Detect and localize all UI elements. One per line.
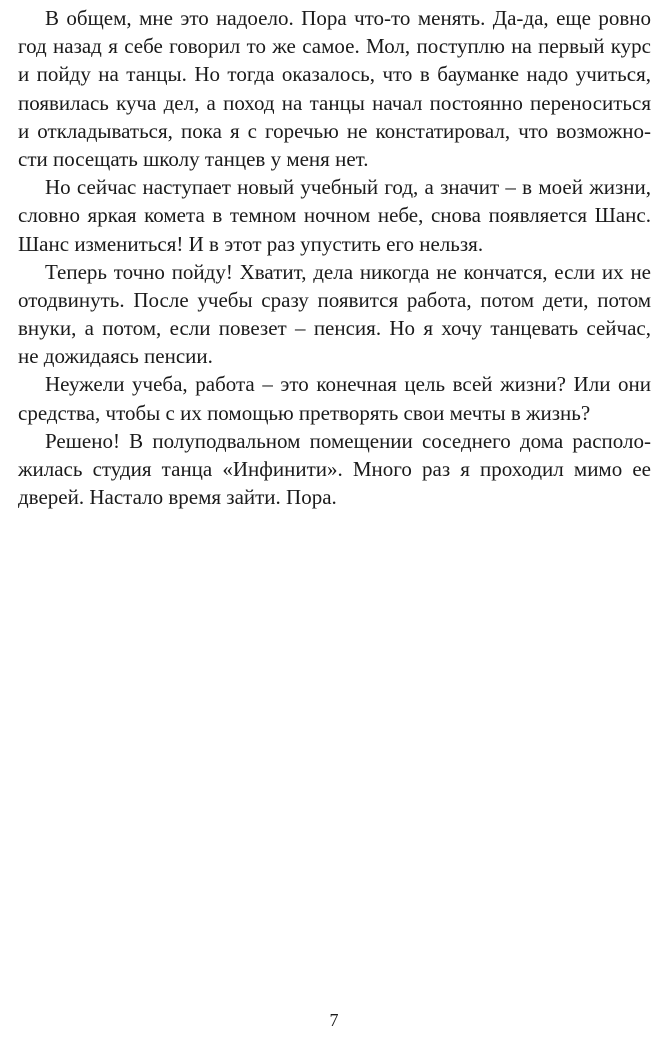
text-line: Теперь точно пойду! Хватит, дела никогда не кончатся, если их не — [45, 259, 651, 284]
text-line: появилась куча дел, а поход на танцы начал постоянно переноситься — [18, 90, 651, 115]
text-line: не дожидаясь пенсии. — [18, 344, 213, 369]
text-line: и пойду на танцы. Но тогда оказалось, что в бауманке надо учиться, — [18, 62, 651, 87]
text-line: отодвинуть. После учебы сразу появится работа, потом дети, потом — [18, 287, 651, 312]
page-number: 7 — [329, 1010, 339, 1030]
text-line: В общем, мне это надоело. Пора что-то менять. Да-да, еще ровно — [45, 6, 651, 30]
text-line: Шанс измениться! И в этот раз упустить его нельзя. — [18, 231, 484, 256]
text-line: сти посещать школу танцев у меня нет. — [18, 146, 369, 171]
paragraph-5 — [18, 427, 651, 512]
paragraph-2 — [18, 173, 651, 258]
text-line: Неужели учеба, работа – это конечная цель всей жизни? Или они — [45, 372, 651, 397]
text-line: Но сейчас наступает новый учебный год, а значит – в моей жизни, — [45, 175, 651, 200]
text-line: средства, чтобы с их помощью претворять свои мечты в жизнь? — [18, 400, 591, 425]
text-line: год назад я себе говорил то же самое. Мол, поступлю на первый курс — [18, 34, 651, 59]
text-line: жилась студия танца «Инфинити». Много раз я проходил мимо ее — [18, 457, 651, 481]
text-line: дверей. Настало время зайти. Пора. — [18, 485, 337, 510]
paragraph-4 — [18, 370, 651, 426]
body-text — [18, 4, 651, 511]
text-line: внуки, а потом, если повезет – пенсия. Но я хочу танцевать сейчас, — [18, 316, 651, 341]
text-line: словно яркая комета в темном ночном небе, снова появляется Шанс. — [18, 203, 651, 228]
text-line: Решено! В полуподвальном помещении соседнего дома располо- — [45, 428, 651, 453]
paragraph-1 — [18, 4, 651, 173]
paragraph-3 — [18, 258, 651, 371]
text-line: и откладываться, пока я с горечью не констатировал, что возможно- — [18, 118, 651, 143]
